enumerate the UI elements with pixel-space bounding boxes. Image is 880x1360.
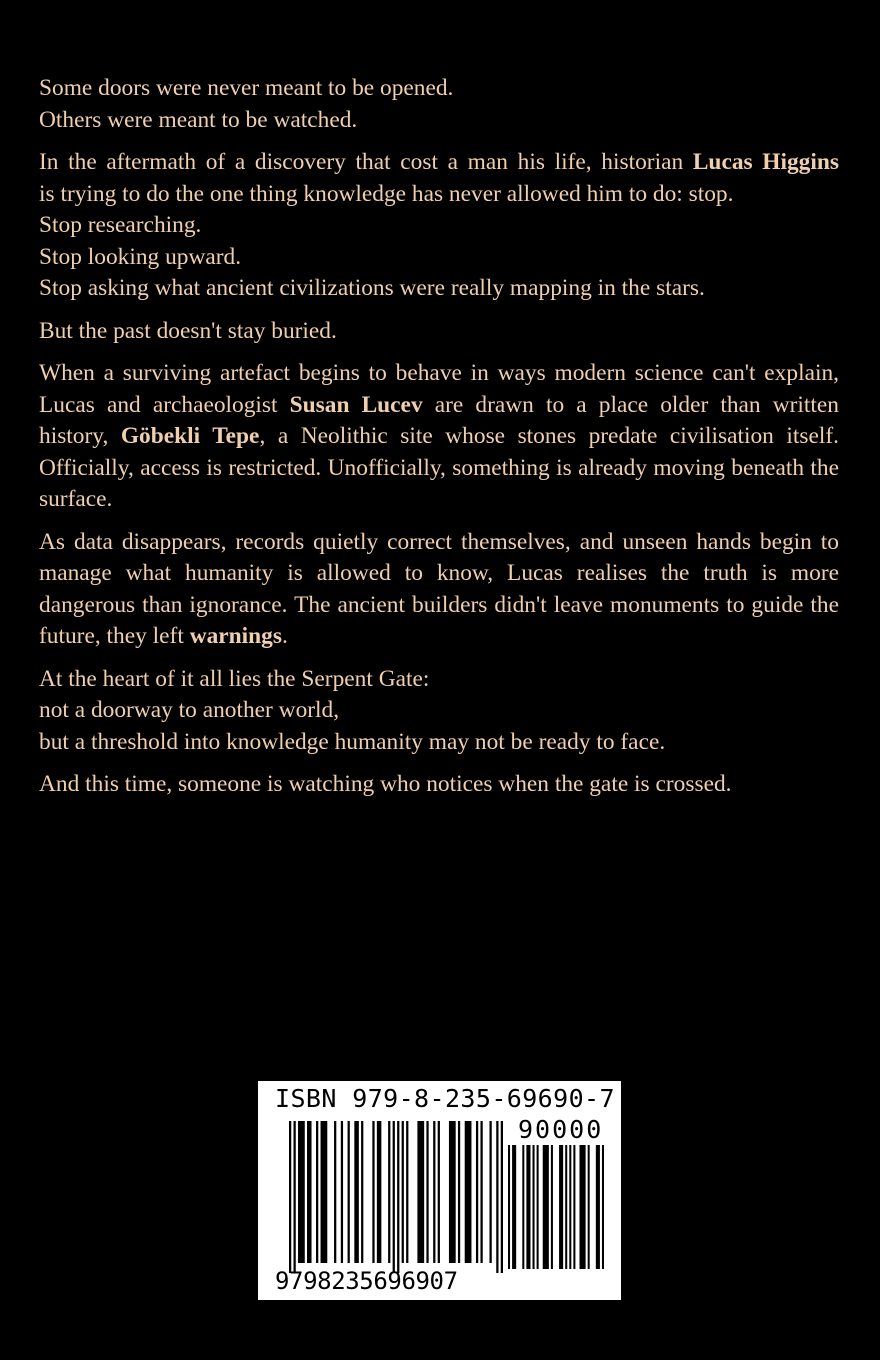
warnings-text-2: . [281,623,288,649]
barcode-bar [512,1145,516,1269]
barcode-bar [377,1121,382,1263]
site-name: Göbekli Tepe [120,423,260,449]
barcode-guard-bar [294,1121,296,1273]
barcode-bar [522,1145,524,1269]
barcode-bar [354,1121,359,1263]
price-code-label: 90000 [518,1115,604,1144]
barcode-bar [543,1145,549,1269]
barcode-bar [579,1145,585,1269]
hook-line-2: Others were meant to be watched. [39,106,358,133]
barcode-bar [465,1121,472,1263]
blurb-paragraph-hook [39,73,839,136]
barcode-bar [402,1121,404,1263]
blurb-paragraph-closing: And this time, someone is watching who notices when the gate is crossed. [39,771,732,797]
barcode-bar [533,1145,535,1269]
barcode-bar [334,1121,336,1263]
protagonist-intro-line [39,147,839,179]
barcode-bar [480,1121,482,1263]
barcode-bar [551,1145,553,1269]
barcode-bar [348,1121,350,1263]
barcode-bar [573,1145,575,1269]
warnings-text-1: As data disappears, records quietly correct themselves, and unseen hands begin to manage what humanity is allowed to know, Lucas realises the truth is more dangerous than ignorance. The ancient builders didn't leave monuments to guide the future, they left [39,528,839,649]
barcode-guard-bar [496,1121,498,1273]
barcode-bar [316,1121,318,1263]
barcode-bar [298,1121,305,1263]
serpent-gate-line-3: but a threshold into knowledge humanity may not be ready to face. [39,728,666,755]
barcode-bar [449,1121,456,1263]
barcode-bar [526,1145,530,1269]
ean-digits-label: 9798235696907 [275,1267,458,1295]
ean-barcode-bars [289,1121,503,1273]
isbn-barcode [258,1081,621,1300]
blurb-paragraph-artefact [39,358,839,516]
blurb-paragraph-past: But the past doesn't stay buried. [39,317,337,344]
barcode-bar [307,1121,312,1263]
barcode-bar [417,1121,424,1263]
barcode-bar [426,1121,428,1263]
barcode-bar [537,1145,539,1269]
archaeologist-name: Susan Lucev [289,391,423,418]
barcode-bar [508,1145,510,1269]
serpent-gate-line-2: not a doorway to another world, [39,697,340,723]
barcode-bar [406,1121,408,1263]
barcode-bar [372,1121,374,1263]
price-addon-bars [508,1145,604,1269]
barcode-guard-bar [393,1121,395,1273]
barcode-bar [559,1145,563,1269]
barcode-guard-bar [397,1121,399,1273]
artefact-text-1: When a surviving artefact begins to behave in ways modern science can't explain, Lucas and archaeologist [39,360,839,418]
warnings-emphasis: warnings [189,623,282,649]
stop-looking-line: Stop looking upward. [39,243,242,270]
barcode-guard-bar [289,1121,291,1273]
barcode-bar [458,1121,460,1263]
barcode-bar [388,1121,390,1263]
barcode-bar [321,1121,328,1263]
protagonist-intro-text: In the aftermath of a discovery that cost a man his life, historian [39,149,693,175]
stop-asking-line: Stop asking what ancient civilizations were really mapping in the stars. [39,275,705,301]
barcode-bar [341,1121,343,1263]
protagonist-name: Lucas Higgins [692,149,839,175]
stop-researching-line: Stop researching. [39,212,202,238]
barcode-bar [433,1121,435,1263]
barcode-bar [569,1145,571,1269]
blurb-paragraph-serpent-gate [39,664,839,759]
protagonist-stop-line: is trying to do the one thing knowledge has never allowed him to do: stop. [39,180,734,207]
barcode-bar [476,1121,478,1263]
barcode-bar [489,1121,491,1263]
serpent-gate-line-1: At the heart of it all lies the Serpent Gate: [39,665,430,692]
artefact-text-2: are drawn to a place older than written history, [39,391,839,449]
barcode-bar [588,1145,590,1269]
barcode-bar [361,1121,363,1263]
hook-line-1: Some doors were never meant to be opened. [39,75,454,101]
blurb-paragraph-warnings [39,527,839,653]
barcode-bar [565,1145,567,1269]
artefact-text-3: , a Neolithic site whose stones predate civilisation itself. Officially, access is restricted. Unofficially, something is already moving beneath the surface. [39,423,840,512]
isbn-label: ISBN 979-8-235-69690-7 [275,1084,615,1113]
back-cover-blurb [39,73,839,812]
barcode-bar [438,1121,440,1263]
barcode-guard-bar [501,1121,503,1273]
blurb-paragraph-protagonist [39,147,839,305]
barcode-bar [602,1145,604,1269]
barcode-bar [596,1145,600,1269]
